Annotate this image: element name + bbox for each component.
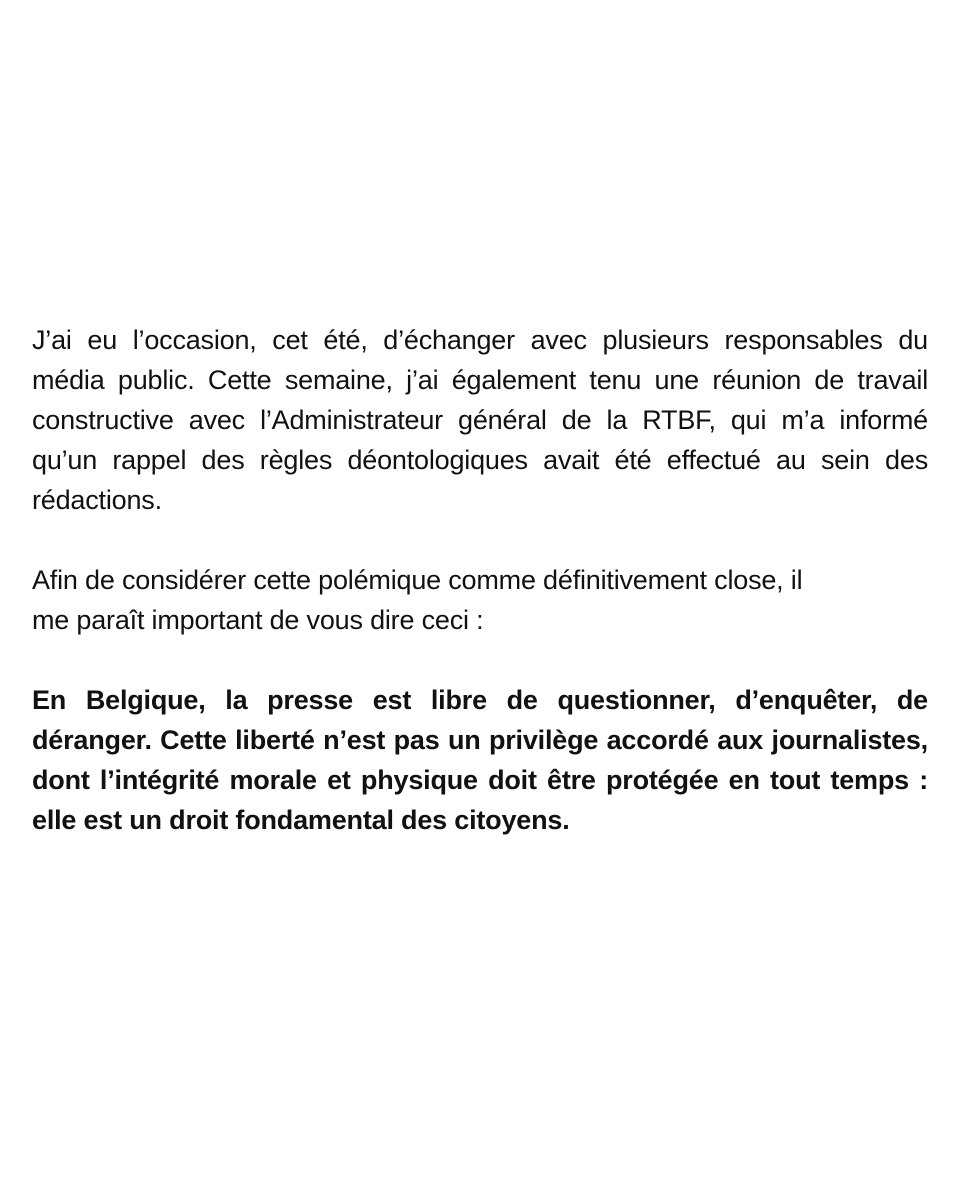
paragraph-transition: Afin de considérer cette polémique comme définitivement close, il me paraît important de vous dire ceci : [32, 565, 803, 635]
paragraph-statement-bold: En Belgique, la presse est libre de questionner, d’enquêter, de déranger. Cette liberté n’est pas un privilège accordé aux journalistes, dont l’intégrité morale et physique doit être protégée en tout temps : elle est un droit fondamental des citoyens. [32, 685, 928, 835]
paragraph-intro: J’ai eu l’occasion, cet été, d’échanger avec plusieurs responsables du média public. Cette semaine, j’ai également tenu une réunion de travail constructive avec l’Administrateur général de la RTBF, qui m’a informé qu’un rappel des règles déontologiques avait été effectué au sein des rédactions. [32, 325, 928, 515]
statement-text-block [32, 320, 928, 840]
